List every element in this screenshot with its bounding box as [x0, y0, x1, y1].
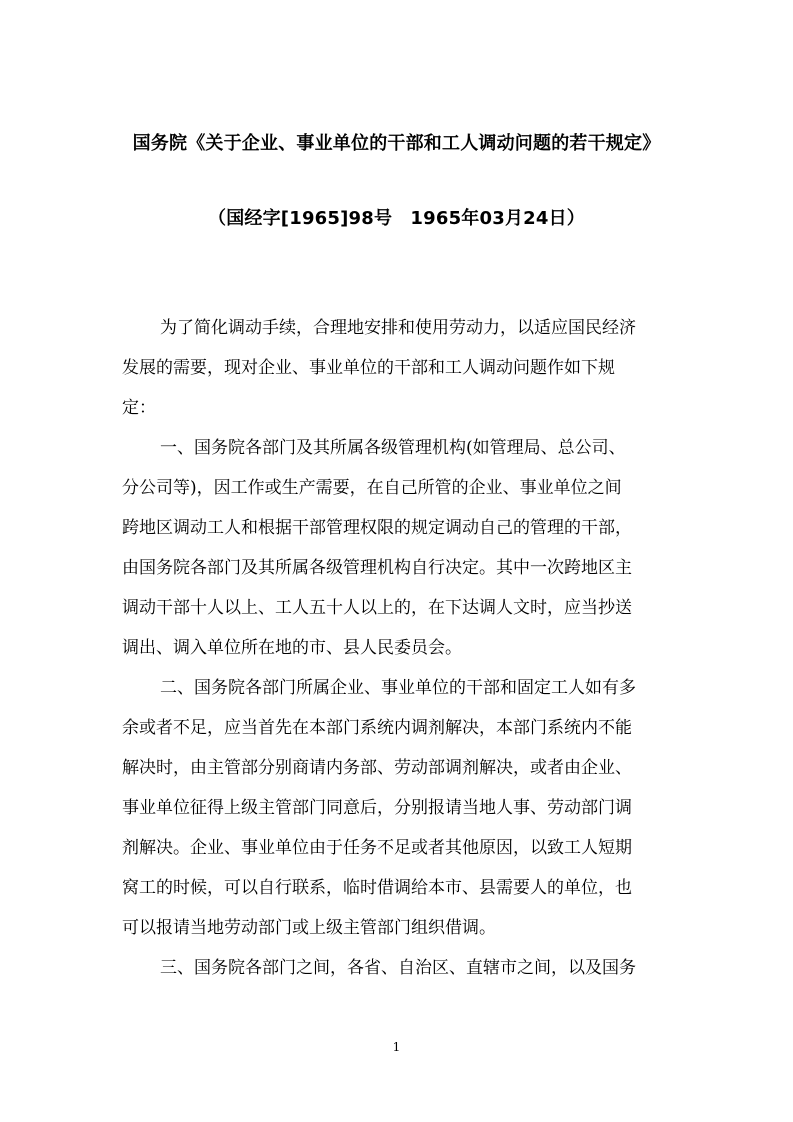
document-body: [122, 308, 688, 988]
body-line: 分公司等)，因工作或生产需要，在自己所管的企业、事业单位之间: [122, 478, 622, 498]
page-number: 1: [392, 1040, 401, 1054]
body-line: 调动干部十人以上、工人五十人以上的，在下达调人文时，应当抄送: [122, 598, 632, 618]
body-line: 跨地区调动工人和根据干部管理权限的规定调动自己的管理的干部，: [122, 518, 632, 538]
body-line: 余或者不足，应当首先在本部门系统内调剂解决，本部门系统内不能: [122, 718, 632, 738]
body-line: 定：: [122, 398, 156, 418]
body-line: 调出、调入单位所在地的市、县人民委员会。: [122, 638, 462, 658]
body-line: 三、国务院各部门之间，各省、自治区、直辖市之间，以及国务: [160, 958, 636, 978]
body-line: 为了简化调动手续，合理地安排和使用劳动力，以适应国民经济: [160, 318, 636, 338]
body-line: 可以报请当地劳动部门或上级主管部门组织借调。: [122, 918, 496, 938]
body-line: 剂解决。企业、事业单位由于任务不足或者其他原因，以致工人短期: [122, 838, 632, 858]
body-line: 窝工的时候，可以自行联系，临时借调给本市、县需要人的单位，也: [122, 878, 632, 898]
body-line: 由国务院各部门及其所属各级管理机构自行决定。其中一次跨地区主: [122, 558, 632, 578]
body-line: 解决时，由主管部分别商请内务部、劳动部调剂解决，或者由企业、: [122, 758, 632, 778]
body-line: 事业单位征得上级主管部门同意后，分别报请当地人事、劳动部门调: [122, 798, 632, 818]
document-title: 国务院《关于企业、事业单位的干部和工人调动问题的若干规定》: [132, 133, 661, 154]
document-subtitle: （国经字[1965]98号 1965年03月24日）: [208, 208, 585, 229]
body-line: 一、国务院各部门及其所属各级管理机构(如管理局、总公司、: [160, 438, 626, 458]
body-line: 二、国务院各部门所属企业、事业单位的干部和固定工人如有多: [160, 678, 636, 698]
body-line: 发展的需要，现对企业、事业单位的干部和工人调动问题作如下规: [122, 358, 615, 378]
